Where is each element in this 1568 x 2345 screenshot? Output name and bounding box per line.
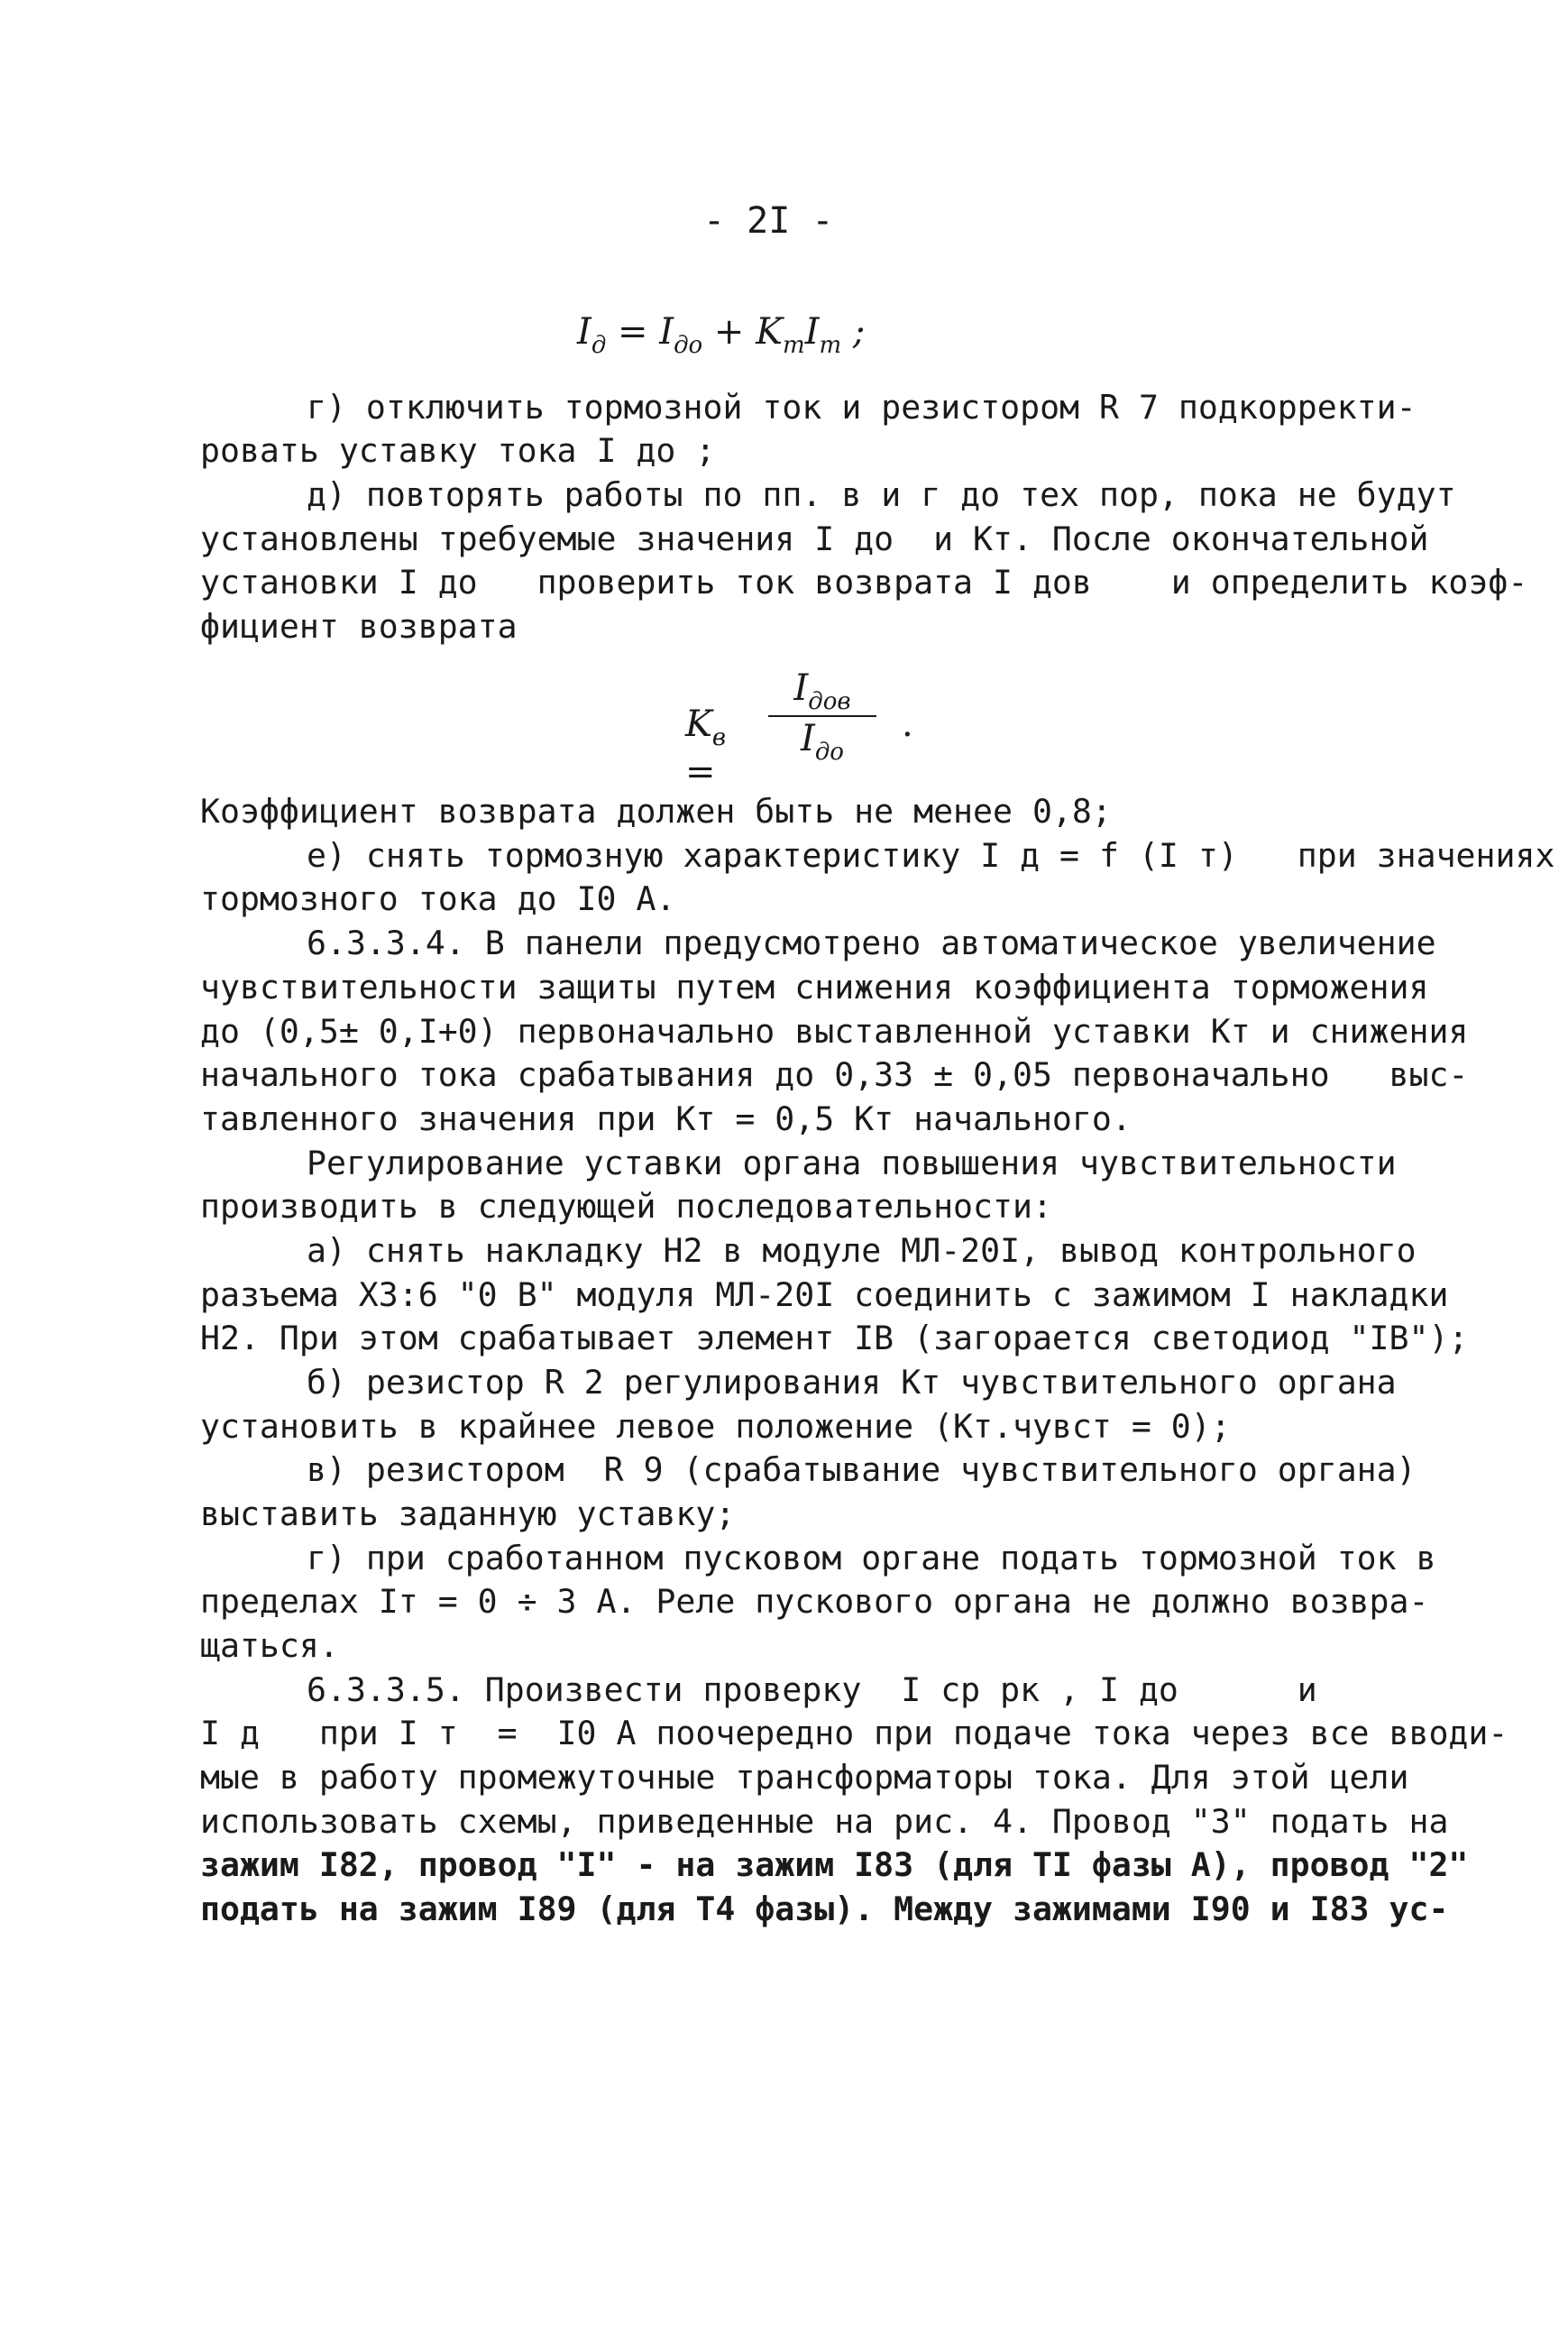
text-line: разъема Х3:6 "0 В" модуля МЛ-20I соединить с зажимом I накладки: [200, 1275, 1449, 1314]
text-line: Н2. При этом срабатывает элемент IВ (загорается светодиод "IВ");: [200, 1319, 1469, 1357]
text-line: 6.3.3.5. Произвести проверку I ср рк , I до и: [307, 1670, 1317, 1709]
text-line: в) резистором R 9 (срабатывание чувствительного органа): [307, 1450, 1417, 1489]
text-line: I д при I т = I0 А поочередно при подаче тока через все вводи-: [200, 1714, 1508, 1752]
text-line: начального тока срабатывания до 0,33 ± 0,05 первоначально выс-: [200, 1055, 1469, 1094]
text-line: выставить заданную уставку;: [200, 1494, 736, 1533]
text-line: тормозного тока до I0 А.: [200, 879, 676, 918]
text-line: Коэффициент возврата должен быть не менее 0,8;: [200, 792, 1112, 831]
text-line: тавленного значения при Kт = 0,5 Kт начального.: [200, 1099, 1132, 1138]
text-line: б) резистор R 2 регулирования Kт чувствительного органа: [307, 1363, 1397, 1402]
text-line: зажим I82, провод "I" - на зажим I83 (для ТI фазы А), провод "2": [200, 1845, 1469, 1884]
text-line: установки I до проверить ток возврата I дов и определить коэф-: [200, 563, 1528, 602]
text-line: фициент возврата: [200, 607, 518, 646]
text-line: использовать схемы, приведенные на рис. 4. Провод "3" подать на: [200, 1802, 1449, 1841]
text-line: установить в крайнее левое положение (Kт.чувст = 0);: [200, 1407, 1231, 1446]
text-line: подать на зажим I89 (для Т4 фазы). Между зажимами I90 и I83 ус-: [200, 1890, 1449, 1928]
text-line: е) снять тормозную характеристику I д = f (I т) при значениях: [307, 836, 1555, 875]
text-line: Регулирование уставки органа повышения чувствительности: [307, 1144, 1397, 1182]
text-line: 6.3.3.4. В панели предусмотрено автоматическое увеличение: [307, 924, 1436, 962]
text-line: производить в следующей последовательности:: [200, 1187, 1052, 1226]
page-number: - 2I -: [703, 200, 834, 242]
text-line: г) при сработанном пусковом органе подать тормозной ток в: [307, 1539, 1436, 1577]
text-line: пределах Iт = 0 ÷ 3 А. Реле пускового органа не должно возвра-: [200, 1582, 1429, 1621]
text-line: установлены требуемые значения I до и Kт. После окончательной: [200, 520, 1429, 558]
text-line: ровать уставку тока I до ;: [200, 431, 716, 470]
text-line: а) снять накладку Н2 в модуле МЛ-20I, вывод контрольного: [307, 1231, 1417, 1270]
formula-differential-current: $I_д = I_{до} + K_тI_т$ ;: [577, 311, 866, 359]
text-line: щаться.: [200, 1626, 339, 1665]
document-page: - 2I - $I_д = I_{до} + K_тI_т$ ; г) отключить тормозной ток и резистором R 7 подкорректи- ровать уставку тока I до ; д) повторять работы по пп. в и г до тех пор, пока не будут установлены требуемые значения I до и Kт. После окончательной установки I до проверить ток возврата I дов и определить коэф- фициент возврата $K_в$ = $I_{дов}$ $I_{до}$ . Коэффициент возврата должен быть не менее 0,8; е) снять тормозную характеристику I д = f (I т) при значениях тормозного тока до I0 А. 6.3.3.4. В панели предусмотрено автоматическое увеличение чувствительности защиты путем снижения коэффициента торможения до (0,5± 0,I+0) первоначально выставленной уставки Kт и снижения начального тока срабатывания до 0,33 ± 0,05 первоначально выс- тавленного значения при Kт = 0,5 Kт начального. Регулирование уставки органа повышения чувствительности производить в следующей последовательности: а) снять накладку Н2 в модуле МЛ-20I, вывод контрольного разъема Х3:6 "0 В" модуля МЛ-20I соединить с зажимом I накладки Н2. При этом срабатывает элемент IВ (загорается светодиод "IВ"); б) резистор R 2 регулирования Kт чувствительного органа установить в крайнее левое положение (Kт.чувст = 0); в) резистором R 9 (срабатывание чувствительного органа) выставить заданную уставку; г) при сработанном пусковом органе подать тормозной ток в пределах Iт = 0 ÷ 3 А. Реле пускового органа не должно возвра- щаться. 6.3.3.5. Произвести проверку I ср рк , I до и I д при I т = I0 А поочередно при подаче тока через все вводи- мые в работу промежуточные трансформаторы тока. Для этой цели использовать схемы, приведенные на рис. 4. Провод "3" подать на зажим I82, провод "I" - на зажим I83 (для ТI фазы А), провод "2" подать на зажим I89 (для Т4 фазы). Между зажимами I90 и I83 ус-: [0, 0, 1568, 2345]
text-line: г) отключить тормозной ток и резистором R 7 подкорректи-: [307, 388, 1417, 427]
text-line: мые в работу промежуточные трансформаторы тока. Для этой цели: [200, 1758, 1409, 1797]
text-line: чувствительности защиты путем снижения коэффициента торможения: [200, 968, 1429, 1007]
text-line: д) повторять работы по пп. в и г до тех пор, пока не будут: [307, 475, 1456, 514]
text-line: до (0,5± 0,I+0) первоначально выставленной уставки Kт и снижения: [200, 1012, 1469, 1051]
